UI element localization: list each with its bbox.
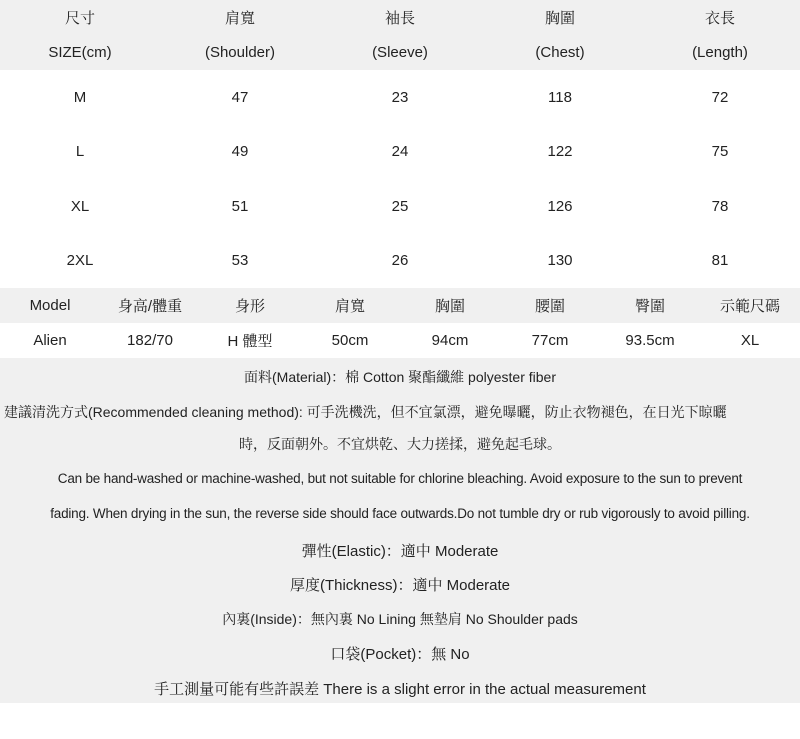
model-shoulder: 50cm xyxy=(331,332,369,349)
header-en-chest: (Chest) xyxy=(535,44,585,61)
model-header-body-type: 身形 xyxy=(234,298,265,315)
model-hip: 93.5cm xyxy=(625,332,675,349)
model-waist: 77cm xyxy=(531,332,569,349)
size-table-body xyxy=(0,70,800,288)
model-table xyxy=(0,288,800,358)
size-header-en-row xyxy=(0,35,800,70)
sleeve-cell: 24 xyxy=(391,143,409,161)
length-cell: 81 xyxy=(711,252,729,270)
size-cell: 2XL xyxy=(66,252,94,270)
sleeve-cell: 23 xyxy=(391,88,409,106)
model-header-model: Model xyxy=(29,297,71,314)
length-cell: 72 xyxy=(711,88,729,106)
material-text: 面料(Material)：棉 Cotton 聚酯纖維 polyester fiber xyxy=(244,369,556,385)
chest-cell: 126 xyxy=(547,197,573,215)
length-cell: 75 xyxy=(711,143,729,161)
length-cell: 78 xyxy=(711,197,729,215)
header-en-size: SIZE(cm) xyxy=(48,44,112,61)
header-zh-size: 尺寸 xyxy=(64,10,95,27)
header-en-sleeve: (Sleeve) xyxy=(372,44,428,61)
chest-cell: 130 xyxy=(547,252,573,270)
table-row xyxy=(0,179,800,234)
model-height-weight: 182/70 xyxy=(127,332,173,349)
shoulder-cell: 49 xyxy=(231,143,249,161)
pocket-text: 口袋(Pocket)：無 No xyxy=(330,646,470,663)
sleeve-cell: 26 xyxy=(391,252,409,270)
model-header-hip: 臀圍 xyxy=(634,298,665,315)
header-zh-shoulder: 肩寬 xyxy=(224,10,255,27)
size-cell: XL xyxy=(70,197,90,215)
elastic-text: 彈性(Elastic)：適中 Moderate xyxy=(301,543,499,560)
header-en-length: (Length) xyxy=(692,44,748,61)
model-table-row xyxy=(0,323,800,358)
model-header-size-worn: 示範尺碼 xyxy=(719,298,780,315)
table-row xyxy=(0,234,800,289)
model-chest: 94cm xyxy=(431,332,469,349)
product-info-section xyxy=(0,358,800,703)
shoulder-cell: 53 xyxy=(231,252,249,270)
size-header-zh-row xyxy=(0,0,800,35)
thickness-text: 厚度(Thickness)：適中 Moderate xyxy=(289,577,511,594)
cleaning-zh-line-2: 時，反面朝外。不宜烘乾、大力搓揉，避免起毛球。 xyxy=(239,436,561,452)
cleaning-en-line-1: Can be hand-washed or machine-washed, but not suitable for chlorine bleaching. Avoid exposure to the sun to prevent xyxy=(57,471,743,486)
model-header-chest: 胸圍 xyxy=(434,298,465,315)
model-table-header xyxy=(0,288,800,323)
model-header-waist: 腰圍 xyxy=(534,298,565,315)
model-header-shoulder: 肩寬 xyxy=(334,298,365,315)
chest-cell: 122 xyxy=(547,143,573,161)
model-size-worn: XL xyxy=(740,332,760,349)
header-zh-chest: 胸圍 xyxy=(544,10,575,27)
shoulder-cell: 47 xyxy=(231,88,249,106)
shoulder-cell: 51 xyxy=(231,197,249,215)
chest-cell: 118 xyxy=(548,88,572,106)
model-name: Alien xyxy=(33,332,67,349)
size-table-header xyxy=(0,0,800,70)
cleaning-en-line-2: fading. When drying in the sun, the reverse side should face outwards.Do not tumble dry or rub vigorously to avoid pilling. xyxy=(50,506,750,521)
model-body-type: H 體型 xyxy=(227,333,273,350)
cleaning-zh-line-1: 建議清洗方式(Recommended cleaning method): 可手洗機洗，但不宜氯漂，避免曝曬，防止衣物褪色，在日光下晾曬 xyxy=(4,404,727,420)
table-row xyxy=(0,125,800,180)
table-row xyxy=(0,70,800,125)
inside-text: 內裏(Inside)：無內裏 No Lining 無墊肩 No Shoulder pads xyxy=(222,611,578,627)
model-header-height-weight: 身高/體重 xyxy=(117,298,183,315)
size-cell: M xyxy=(73,88,87,106)
size-cell: L xyxy=(75,143,85,161)
sleeve-cell: 25 xyxy=(391,197,409,215)
header-zh-length: 衣長 xyxy=(704,10,735,27)
header-zh-sleeve: 袖長 xyxy=(384,10,415,27)
measurement-note: 手工測量可能有些許誤差 There is a slight error in the actual measurement xyxy=(154,681,646,698)
header-en-shoulder: (Shoulder) xyxy=(204,44,276,61)
